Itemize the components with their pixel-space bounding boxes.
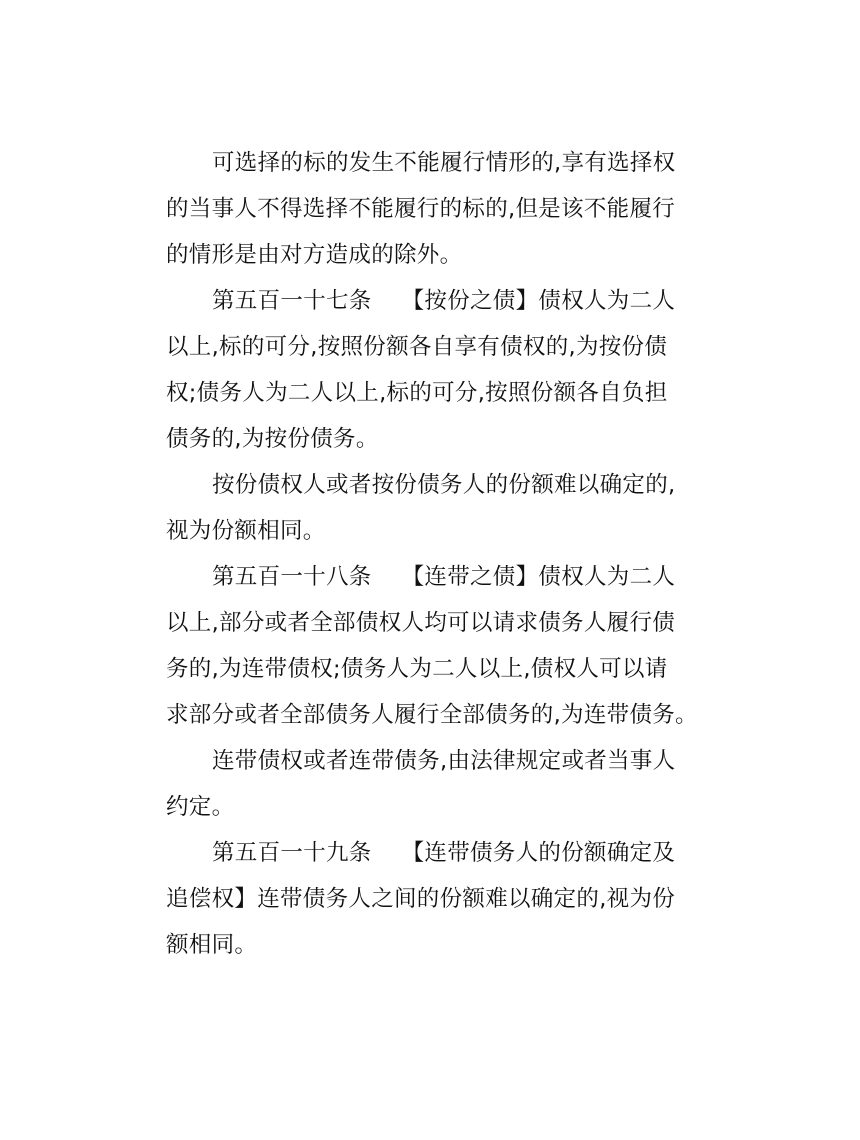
text-line: 约定。 [166,794,235,820]
text-line: 的情形是由对方造成的除外。 [166,242,463,268]
article-518-first-line [166,554,706,600]
article-517-first-line [166,278,706,324]
text-line: 额相同。 [166,932,258,958]
article-518-number: 第五百一十八条 [212,564,372,590]
article-517-heading: 【按份之债】债权人为二人 [401,288,676,314]
text-line: 连带债权或者连带债务,由法律规定或者当事人 [212,748,676,774]
text-line: 可选择的标的发生不能履行情形的,享有选择权 [212,150,676,176]
text-line: 以上,部分或者全部债权人均可以请求债务人履行债 [166,610,676,636]
text-line: 视为份额相同。 [166,518,326,544]
document-body [166,140,706,968]
text-line: 的当事人不得选择不能履行的标的,但是该不能履行 [166,196,676,222]
article-519-first-line [166,830,706,876]
text-line: 按份债权人或者按份债务人的份额难以确定的, [212,472,676,498]
article-519-heading: 【连带债务人的份额确定及 [401,840,676,866]
article-518-heading: 【连带之债】债权人为二人 [401,564,676,590]
article-519-number: 第五百一十九条 [212,840,372,866]
text-line: 求部分或者全部债务人履行全部债务的,为连带债务。 [166,702,698,728]
text-line: 追偿权】连带债务人之间的份额难以确定的,视为份 [166,886,676,912]
text-line: 债务的,为按份债务。 [166,426,379,452]
text-line: 权;债务人为二人以上,标的可分,按照份额各自负担 [166,380,668,406]
article-517-number: 第五百一十七条 [212,288,372,314]
text-line: 以上,标的可分,按照份额各自享有债权的,为按份债 [166,334,668,360]
text-line: 务的,为连带债权;债务人为二人以上,债权人可以请 [166,656,668,682]
